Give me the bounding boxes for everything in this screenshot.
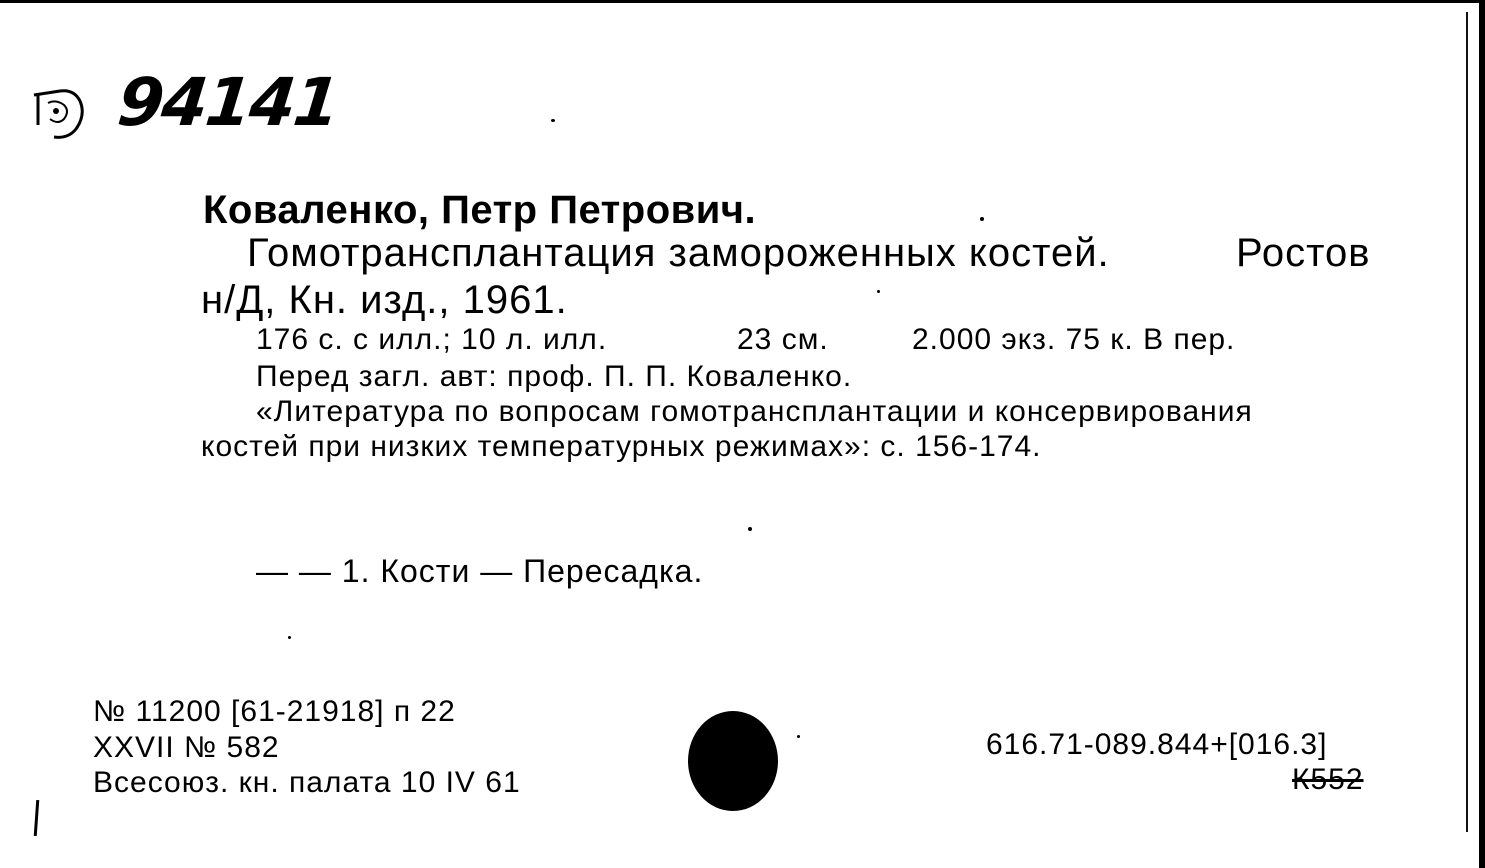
dust-speck <box>288 636 291 639</box>
dust-speck <box>551 119 555 122</box>
registration-number: № 11200 [61-21918] п 22 <box>93 695 456 728</box>
imprint-text: н/Д, Кн. изд., 1961. <box>201 278 568 322</box>
scan-mark <box>34 800 40 836</box>
accession-number-handwritten: 94141 <box>114 64 342 141</box>
dust-speck <box>748 527 752 531</box>
physical-description-pages: 176 с. с илл.; 10 л. илл. <box>256 323 608 356</box>
title-text: Гомотрансплантация замороженных костей. <box>247 231 1110 275</box>
udc-classification: 616.71-089.844+[016.3] <box>986 728 1328 761</box>
card-punch-hole <box>688 711 778 811</box>
dust-speck <box>877 290 880 293</box>
catalog-number: К552 <box>1292 763 1364 796</box>
series-number: XXVII № 582 <box>93 731 280 764</box>
physical-description-size: 23 см. <box>737 323 829 356</box>
author-note: Перед загл. авт: проф. П. П. Коваленко. <box>256 360 853 393</box>
dust-speck <box>797 735 800 738</box>
chamber-stamp: Всесоюз. кн. палата 10 IV 61 <box>93 766 521 799</box>
bibliography-note-line2: костей при низких температурных режимах»: с. 156-174. <box>201 430 1042 463</box>
author-heading: Коваленко, Петр Петрович. <box>203 188 757 232</box>
dust-speck <box>980 217 984 221</box>
card-top-edge <box>0 0 1485 3</box>
stamp-icon <box>30 85 92 147</box>
card-right-edge <box>1479 0 1485 868</box>
bibliography-note-line1: «Литература по вопросам гомотрансплантации и консервирования <box>256 395 1253 428</box>
subject-heading: — — 1. Кости — Пересадка. <box>256 553 704 589</box>
edition-price: 2.000 экз. 75 к. В пер. <box>912 323 1236 356</box>
publication-place: Ростов <box>1236 231 1371 275</box>
card-right-border-line <box>1466 12 1468 832</box>
